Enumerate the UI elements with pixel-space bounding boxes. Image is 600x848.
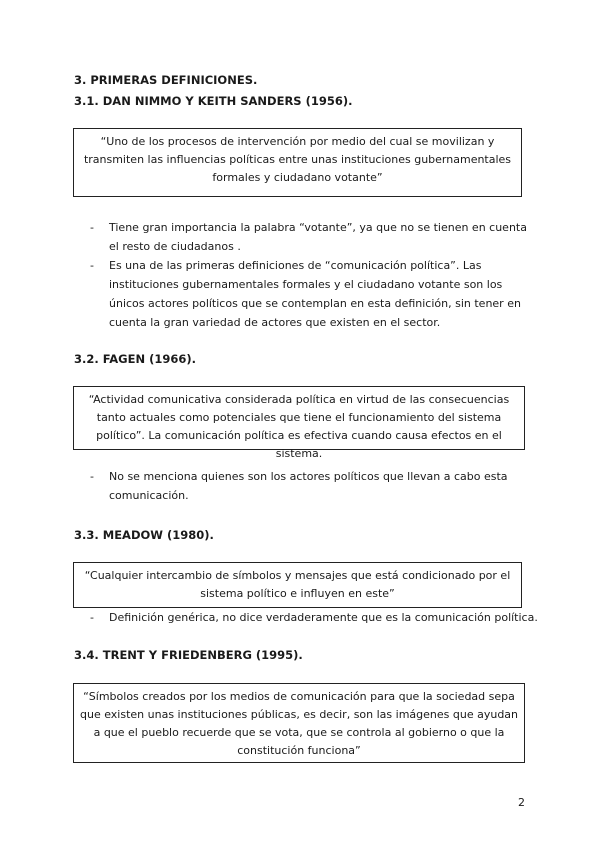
subsection-heading-3-2: 3.2. FAGEN (1966). [74, 352, 196, 366]
quote-text: “Actividad comunicativa considerada política en virtud de las consecuencias tanto actuales como potenciales que tiene el funcionamiento del sistema político”. La comunicación política es efectiva cuando causa efectos en el sistema. [88, 393, 510, 460]
quote-text: “Uno de los procesos de intervención por medio del cual se movilizan y transmiten las influencias políticas entre unas instituciones gubernamentales formales y ciudadano votante” [83, 135, 512, 184]
bullet-marker: - [90, 259, 94, 272]
subsection-heading-3-3: 3.3. MEADOW (1980). [74, 528, 214, 542]
quote-text: “Cualquier intercambio de símbolos y mensajes que está condicionado por el sistema político e influyen en este” [84, 569, 511, 600]
quote-text: “Símbolos creados por los medios de comunicación para que la sociedad sepa que existen unas instituciones públicas, es decir, son las imágenes que ayudan a que el pueblo recuerde que se vota, que se controla al gobierno o que la constitución funciona” [80, 690, 519, 757]
bullet-text: Es una de las primeras definiciones de “comunicación política”. Las instituciones gubernamentales formales y el ciudadano votante son los únicos actores políticos que se contemplan en esta definición, sin tener en cuenta la gran variedad de actores que existen en el sector. [109, 259, 521, 329]
bullet-text: No se menciona quienes son los actores políticos que llevan a cabo esta comunicación. [109, 470, 508, 502]
bullet-text: Definición genérica, no dice verdaderamente que es la comunicación política. [109, 611, 538, 624]
bullet-marker: - [90, 470, 94, 483]
bullet-marker: - [90, 611, 94, 624]
bullet-text: Tiene gran importancia la palabra “votante”, ya que no se tienen en cuenta el resto de ciudadanos . [109, 221, 527, 253]
subsection-heading-3-1: 3.1. DAN NIMMO Y KEITH SANDERS (1956). [74, 94, 353, 108]
quote-box-trent-friedenberg [73, 683, 525, 763]
quote-box-nimmo-sanders [73, 128, 522, 197]
section-title: 3. PRIMERAS DEFINICIONES. [74, 73, 258, 87]
subsection-heading-3-4: 3.4. TRENT Y FRIEDENBERG (1995). [74, 648, 303, 662]
quote-box-fagen [73, 386, 525, 460]
page-number: 2 [518, 796, 525, 809]
quote-box-meadow [73, 562, 522, 608]
bullet-marker: - [90, 221, 94, 234]
